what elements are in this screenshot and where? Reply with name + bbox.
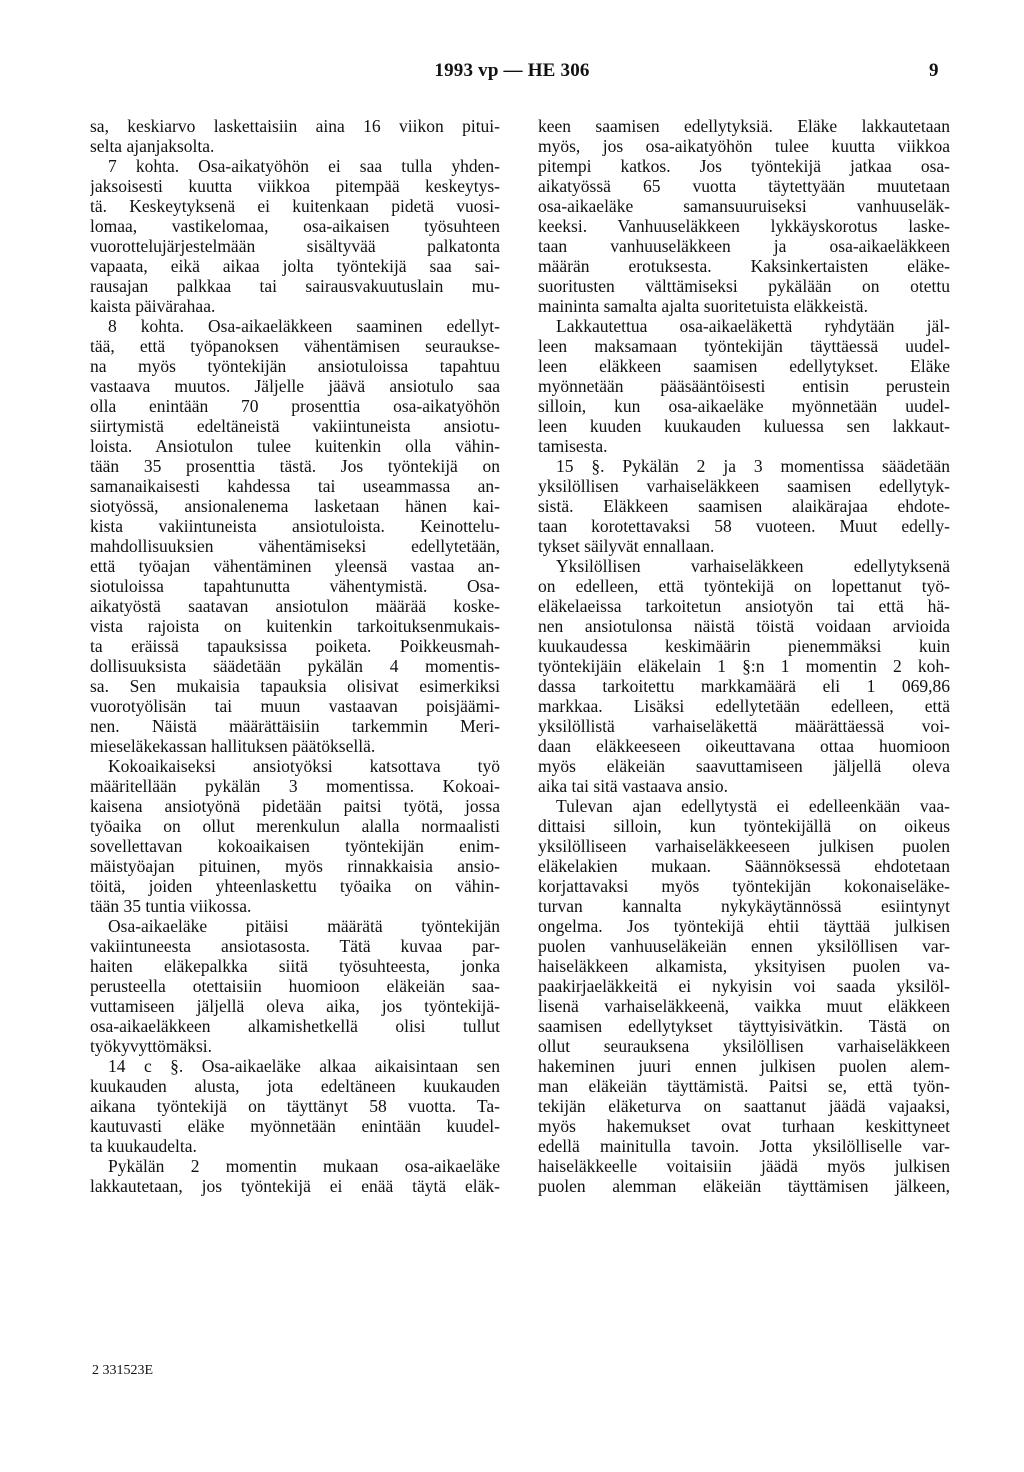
text-line: Pykälän 2 momentin mukaan osa-aikaeläke — [108, 1156, 500, 1176]
text-line: vapaata, eikä aikaa jolta työntekijä saa sai- — [90, 256, 500, 276]
text-line: jaksoisesti kuutta viikkoa pitempää keskeytys- — [90, 176, 500, 196]
text-line: tamisesta. — [538, 436, 608, 456]
text-line: nen ansiotulonsa näistä töistä voidaan arvioida — [538, 616, 950, 636]
text-line: ta kuukaudelta. — [90, 1136, 197, 1156]
text-line: kuukauden alusta, jota edeltäneen kuukauden — [90, 1076, 500, 1096]
text-line: siotuloissa tapahtunutta vähentymistä. Osa- — [90, 576, 500, 596]
text-line: maininta samalta ajalta suoritetuista eläkkeistä. — [538, 296, 868, 316]
text-line: lakkautetaan, jos työntekijä ei enää täytä eläk- — [90, 1176, 500, 1196]
text-line: edellä mainitulla tavoin. Jotta yksilölliselle var- — [538, 1136, 950, 1156]
text-line: Lakkautettua osa-aikaeläkettä ryhdytään jäl- — [556, 316, 950, 336]
text-line: olla enintään 70 prosenttia osa-aikatyöhön — [90, 396, 500, 416]
text-line: myös, jos osa-aikatyöhön tulee kuutta viikkoa — [538, 136, 950, 156]
text-line: aikatyöstä saatavan ansiotulon määrää koske- — [90, 596, 500, 616]
text-line: hakeminen juuri ennen julkisen puolen alem- — [538, 1056, 950, 1076]
text-line: vuttamiseen jäljellä oleva aika, jos työntekijä- — [90, 996, 500, 1016]
right-text-column — [538, 116, 950, 1196]
text-line: mieseläkekassan hallituksen päätöksellä. — [90, 736, 376, 756]
text-line: taan vanhuuseläkkeen ja osa-aikaeläkkeen — [538, 236, 950, 256]
text-line: 8 kohta. Osa-aikaeläkkeen saaminen edellyt- — [108, 316, 500, 336]
text-line: myönnetään pääsääntöisesti entisin perustein — [538, 376, 950, 396]
text-line: yksilöllisen varhaiseläkkeen saamisen edellytyk- — [538, 476, 950, 496]
text-line: paakirjaeläkkeitä ei nykyisin voi saada yksilöl- — [538, 976, 950, 996]
left-text-column — [90, 116, 500, 1196]
text-line: saamisen edellytykset täyttyisivätkin. Tästä on — [538, 1016, 950, 1036]
text-line: leen eläkkeen saamisen edellytykset. Eläke — [538, 356, 950, 376]
text-line: man eläkeiän täyttämistä. Paitsi se, että työn- — [538, 1076, 950, 1096]
text-line: turvan kannalta nykykäytännössä esiintynyt — [538, 896, 950, 916]
text-line: na myös työntekijän ansiotuloissa tapahtuu — [90, 356, 500, 376]
print-reference-note: 2 331523E — [92, 1363, 154, 1378]
text-line: sistä. Eläkkeen saamisen alaikärajaa ehdote- — [538, 496, 950, 516]
text-line: dittaisi silloin, kun työntekijällä on oikeus — [538, 816, 950, 836]
text-line: aika tai sitä vastaava ansio. — [538, 776, 728, 796]
text-line: perusteella otettaisiin huomioon eläkeiän saa- — [90, 976, 500, 996]
text-line: töitä, joiden yhteenlaskettu työaika on vähin- — [90, 876, 500, 896]
text-line: kuukaudessa keskimäärin pienemmäksi kuin — [538, 636, 950, 656]
text-line: 14 c §. Osa-aikaeläke alkaa aikaisintaan sen — [108, 1056, 500, 1076]
text-line: 15 §. Pykälän 2 ja 3 momentissa säädetään — [556, 456, 950, 476]
text-line: puolen alemman eläkeiän täyttämisen jälkeen, — [538, 1176, 950, 1196]
text-line: haiten eläkepalkka siitä työsuhteesta, jonka — [90, 956, 500, 976]
text-line: loista. Ansiotulon tulee kuitenkin olla vähin- — [90, 436, 500, 456]
text-line: määrän erotuksesta. Kaksinkertaisten eläke- — [538, 256, 950, 276]
text-line: siirtymistä edeltäneistä vakiintuneista ansiotu- — [90, 416, 500, 436]
text-line: yksilöllistä varhaiseläkettä määrättäessä voi- — [538, 716, 950, 736]
text-line: haiseläkkeelle voitaisiin jäädä myös julkisen — [538, 1156, 950, 1176]
text-line: kaisena ansiotyönä pidetään paitsi työtä, jossa — [90, 796, 500, 816]
text-line: selta ajanjaksolta. — [90, 136, 215, 156]
text-line: määritellään pykälän 3 momentissa. Kokoai- — [90, 776, 500, 796]
text-line: nen. Näistä määrättäisiin tarkemmin Meri- — [90, 716, 500, 736]
text-line: kautuvasti eläke myönnetään enintään kuudel- — [90, 1116, 500, 1136]
text-line: silloin, kun osa-aikaeläke myönnetään uudel- — [538, 396, 950, 416]
text-line: tekijän eläketurva on saattanut jäädä vajaaksi, — [538, 1096, 950, 1116]
text-line: aikana työntekijä on täyttänyt 58 vuotta. Ta- — [90, 1096, 500, 1116]
text-line: osa-aikaeläkkeen alkamishetkellä olisi tullut — [90, 1016, 500, 1036]
text-line: vuorottelujärjestelmään sisältyvää palkatonta — [90, 236, 500, 256]
text-line: 7 kohta. Osa-aikatyöhön ei saa tulla yhden- — [108, 156, 500, 176]
text-line: tä. Keskeytyksenä ei kuitenkaan pidetä vuosi- — [90, 196, 500, 216]
text-line: mäistyöajan pituinen, myös rinnakkaisia ansio- — [90, 856, 500, 876]
text-line: dassa tarkoitettu markkamäärä eli 1 069,86 — [538, 676, 950, 696]
text-line: daan eläkkeeseen oikeuttavana ottaa huomioon — [538, 736, 950, 756]
text-line: työkyvyttömäksi. — [90, 1036, 213, 1056]
text-line: suoritusten välttämiseksi pykälään on otettu — [538, 276, 950, 296]
text-line: keeksi. Vanhuuseläkkeen lykkäyskorotus laske- — [538, 216, 950, 236]
text-line: vuorotyölisän tai muun vastaavan poisjäämi- — [90, 696, 500, 716]
text-line: työntekijäin eläkelain 1 §:n 1 momentin 2 koh- — [538, 656, 950, 676]
text-line: vista rajoista on kuitenkin tarkoituksenmukais- — [90, 616, 500, 636]
text-line: lisenä varhaiseläkkeenä, vaikka muut eläkkeen — [538, 996, 950, 1016]
text-line: Yksilöllisen varhaiseläkkeen edellytyksenä — [556, 556, 950, 576]
text-line: leen kuuden kuukauden kuluessa sen lakkaut- — [538, 416, 950, 436]
text-line: Tulevan ajan edellytystä ei edelleenkään vaa- — [556, 796, 950, 816]
text-line: tään 35 prosenttia tästä. Jos työntekijä on — [90, 456, 500, 476]
text-line: keen saamisen edellytyksiä. Eläke lakkautetaan — [538, 116, 950, 136]
text-line: että työajan vähentäminen yleensä vastaa an- — [90, 556, 500, 576]
text-line: ollut seurauksena yksilöllisen varhaiseläkkeen — [538, 1036, 950, 1056]
text-line: kista vakiintuneista ansiotuloista. Keinottelu- — [90, 516, 500, 536]
text-line: myös hakemukset ovat turhaan keskittyneet — [538, 1116, 950, 1136]
text-line: tää, että työpanoksen vähentämisen seuraukse- — [90, 336, 500, 356]
text-line: puolen vanhuuseläkeiän ennen yksilöllisen var- — [538, 936, 950, 956]
page-number: 9 — [929, 60, 939, 81]
text-line: sa, keskiarvo laskettaisiin aina 16 viikon pitui- — [90, 116, 500, 136]
text-line: markkaa. Lisäksi edellytetään edelleen, että — [538, 696, 950, 716]
text-line: lomaa, vastikelomaa, osa-aikaisen työsuhteen — [90, 216, 500, 236]
text-line: siotyössä, ansionalenema lasketaan hänen kai- — [90, 496, 500, 516]
text-line: mahdollisuuksien vähentämiseksi edellytetään, — [90, 536, 500, 556]
text-line: työaika on ollut merenkulun alalla normaalisti — [90, 816, 500, 836]
text-line: tykset säilyvät ennallaan. — [538, 536, 715, 556]
text-line: myös eläkeiän saavuttamiseen jäljellä oleva — [538, 756, 950, 776]
text-line: eläkelaeissa tarkoitetun ansiotyön tai että hä- — [538, 596, 950, 616]
text-line: yksilölliseen varhaiseläkkeeseen julkisen puolen — [538, 836, 950, 856]
text-line: vakiintuneesta ansiotasosta. Tätä kuvaa par- — [90, 936, 500, 956]
text-line: ongelma. Jos työntekijä ehtii täyttää julkisen — [538, 916, 950, 936]
text-line: samanaikaisesti kahdessa tai useammassa an- — [90, 476, 500, 496]
text-line: sa. Sen mukaisia tapauksia olisivat esimerkiksi — [90, 676, 500, 696]
text-line: dollisuuksista säädetään pykälän 4 momentis- — [90, 656, 500, 676]
text-line: taan korotettavaksi 58 vuoteen. Muut edelly- — [538, 516, 950, 536]
text-line: vastaava muutos. Jäljelle jäävä ansiotulo saa — [90, 376, 500, 396]
text-line: Kokoaikaiseksi ansiotyöksi katsottava työ — [108, 756, 500, 776]
text-line: tään 35 tuntia viikossa. — [90, 896, 252, 916]
text-line: rausajan palkkaa tai sairausvakuutuslain mu- — [90, 276, 500, 296]
text-line: Osa-aikaeläke pitäisi määrätä työntekijän — [108, 916, 500, 936]
text-line: ta eräissä tapauksissa poiketa. Poikkeusmah- — [90, 636, 500, 656]
text-line: osa-aikaeläke samansuuruiseksi vanhuuseläk- — [538, 196, 950, 216]
running-header: 1993 vp — HE 306 — [434, 60, 590, 81]
text-line: eläkelakien mukaan. Säännöksessä ehdotetaan — [538, 856, 950, 876]
text-line: sovellettavan kokoaikaisen työntekijän enim- — [90, 836, 500, 856]
text-line: leen maksamaan työntekijän täyttäessä uudel- — [538, 336, 950, 356]
text-line: pitempi katkos. Jos työntekijä jatkaa osa- — [538, 156, 950, 176]
text-line: on edelleen, että työntekijä on lopettanut työ- — [538, 576, 950, 596]
text-line: haiseläkkeen alkamista, yksityisen puolen va- — [538, 956, 950, 976]
text-line: korjattavaksi myös työntekijän kokonaiseläke- — [538, 876, 950, 896]
text-line: aikatyössä 65 vuotta täytettyään muutetaan — [538, 176, 950, 196]
text-line: kaista päivärahaa. — [90, 296, 216, 316]
